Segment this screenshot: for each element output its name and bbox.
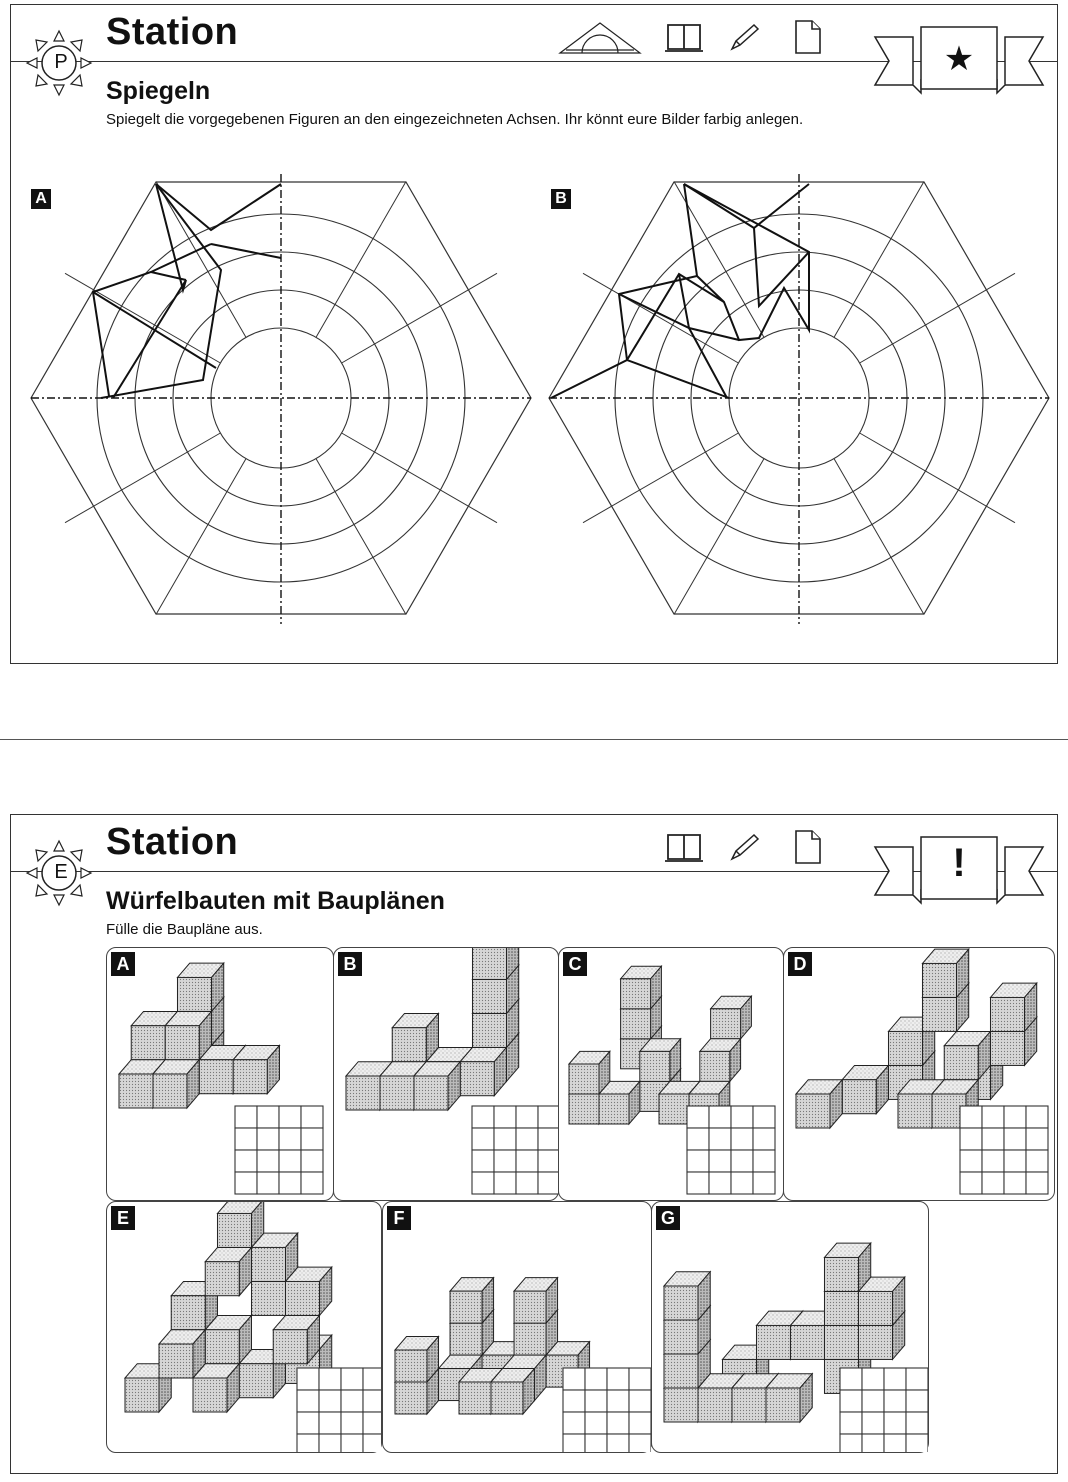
plan-cell: [862, 1368, 884, 1390]
plan-cell: [629, 1434, 651, 1452]
plan-cell: [709, 1106, 731, 1128]
station-card-spiegeln: [10, 4, 1058, 664]
plan-cell: [235, 1106, 257, 1128]
cube: [153, 1060, 199, 1108]
figure-line: [101, 184, 221, 398]
plan-cell: [301, 1128, 323, 1150]
plan-cell: [1004, 1128, 1026, 1150]
plan-cell: [297, 1412, 319, 1434]
grid-spoke: [316, 181, 406, 337]
cube: [491, 1369, 535, 1414]
station-title: Station: [106, 11, 239, 53]
plan-cell: [538, 1106, 558, 1128]
building-plan-grid: [687, 1106, 775, 1194]
plan-cell: [494, 1128, 516, 1150]
plan-cell: [731, 1128, 753, 1150]
plan-cell: [709, 1150, 731, 1172]
plan-cell: [319, 1368, 341, 1390]
plan-cell: [840, 1412, 862, 1434]
plan-cell: [687, 1150, 709, 1172]
cube: [165, 1011, 211, 1059]
book-icon: [665, 835, 703, 861]
panel-label-d: D: [788, 952, 812, 976]
building-plan-grid: [960, 1106, 1048, 1194]
cube: [700, 1039, 741, 1082]
plan-cell: [687, 1128, 709, 1150]
figure-line: [113, 184, 186, 398]
cube: [193, 1364, 239, 1412]
plan-cell: [472, 1172, 494, 1194]
plan-cell: [1004, 1172, 1026, 1194]
grid-spoke: [583, 273, 738, 363]
cube: [392, 1013, 438, 1061]
plan-cell: [235, 1172, 257, 1194]
grid-spoke: [674, 459, 764, 615]
plan-cell: [297, 1434, 319, 1452]
plan-cell: [1004, 1150, 1026, 1172]
plan-cell: [279, 1150, 301, 1172]
building-plan-grid: [297, 1368, 381, 1452]
cube: [205, 1247, 251, 1295]
plan-cell: [982, 1106, 1004, 1128]
plan-cell: [906, 1412, 928, 1434]
cube: [824, 1243, 870, 1291]
plan-cell: [363, 1368, 381, 1390]
cube: [233, 1045, 279, 1093]
cube: [514, 1278, 558, 1323]
star-icon: ★: [943, 40, 975, 78]
page-icon: [796, 21, 820, 53]
plan-cell: [341, 1390, 363, 1412]
plan-cell: [257, 1106, 279, 1128]
plan-cell: [319, 1434, 341, 1452]
plan-cell: [960, 1172, 982, 1194]
cube: [251, 1233, 297, 1281]
plan-cell: [960, 1128, 982, 1150]
grid-spoke: [65, 433, 220, 523]
plan-cell: [753, 1106, 775, 1128]
plan-cell: [687, 1172, 709, 1194]
task-instruction: Fülle die Baupläne aus.: [106, 921, 263, 938]
plan-cell: [982, 1128, 1004, 1150]
plan-cell: [563, 1434, 585, 1452]
plan-cell: [607, 1368, 629, 1390]
plan-cell: [884, 1412, 906, 1434]
building-plan-grid: [840, 1368, 928, 1452]
plan-cell: [563, 1390, 585, 1412]
cube: [621, 966, 662, 1009]
plan-cell: [731, 1106, 753, 1128]
plan-cell: [257, 1128, 279, 1150]
station-card-wuerfelbauten: [10, 814, 1058, 1474]
plan-cell: [279, 1106, 301, 1128]
cube: [450, 1278, 494, 1323]
plan-cell: [235, 1150, 257, 1172]
cube-panel-g: [651, 1201, 929, 1453]
task-title: Würfelbauten mit Bauplänen: [106, 887, 445, 915]
plan-cell: [884, 1368, 906, 1390]
panel-label-f: F: [387, 1206, 411, 1230]
cube: [177, 963, 223, 1011]
plan-cell: [297, 1390, 319, 1412]
plan-cell: [862, 1412, 884, 1434]
plan-cell: [1026, 1150, 1048, 1172]
plan-cell: [687, 1106, 709, 1128]
cube-building-g: [652, 1202, 928, 1452]
plan-cell: [960, 1106, 982, 1128]
plan-cell: [516, 1172, 538, 1194]
cube: [640, 1039, 681, 1082]
plan-cell: [341, 1412, 363, 1434]
plan-cell: [538, 1172, 558, 1194]
cube: [858, 1277, 904, 1325]
plan-cell: [709, 1172, 731, 1194]
grid-spoke: [834, 181, 924, 337]
plan-cell: [301, 1172, 323, 1194]
plan-cell: [516, 1150, 538, 1172]
plan-cell: [341, 1434, 363, 1452]
plan-cell: [257, 1172, 279, 1194]
figure-line: [151, 272, 186, 280]
plan-cell: [982, 1150, 1004, 1172]
plan-cell: [607, 1412, 629, 1434]
cube-building-a: [107, 948, 333, 1200]
cube: [159, 1330, 205, 1378]
page-icon: [796, 831, 820, 863]
header-icons: [556, 19, 846, 55]
cube: [285, 1267, 331, 1315]
building-plan-grid: [563, 1368, 651, 1452]
plan-cell: [629, 1412, 651, 1434]
plan-cell: [585, 1412, 607, 1434]
plan-cell: [538, 1150, 558, 1172]
grid-spoke: [156, 459, 246, 615]
building-plan-grid: [472, 1106, 558, 1194]
grid-spoke: [316, 459, 406, 615]
cube: [990, 983, 1036, 1031]
panel-label-g: G: [656, 1206, 680, 1230]
plan-cell: [607, 1434, 629, 1452]
cube-panel-c: [558, 947, 784, 1201]
task-instruction: Spiegelt die vorgegebenen Figuren an den eingezeichneten Achsen. Ihr könnt eure Bilder farbig anlegen.: [106, 111, 804, 128]
grid-spoke: [342, 273, 497, 363]
plan-cell: [516, 1128, 538, 1150]
plan-cell: [753, 1172, 775, 1194]
plan-cell: [301, 1150, 323, 1172]
plan-cell: [585, 1368, 607, 1390]
panel-label-b: B: [338, 952, 362, 976]
plan-cell: [494, 1106, 516, 1128]
figure-label-a: A: [31, 189, 51, 209]
hexagon-figure-b: [539, 170, 1059, 630]
cube: [414, 1062, 460, 1110]
grid-spoke: [860, 273, 1015, 363]
cube: [460, 1047, 506, 1095]
grid-spoke: [156, 181, 246, 337]
plan-cell: [731, 1172, 753, 1194]
plan-cell: [585, 1390, 607, 1412]
task-title: Spiegeln: [106, 77, 211, 105]
plan-cell: [563, 1368, 585, 1390]
plan-cell: [363, 1434, 381, 1452]
cube-building-d: [784, 948, 1054, 1200]
book-icon: [665, 25, 703, 51]
cube: [796, 1080, 842, 1128]
plan-cell: [884, 1390, 906, 1412]
figure-line: [551, 184, 697, 398]
cube-building-c: [559, 948, 783, 1200]
cube-panel-e: [106, 1201, 382, 1453]
station-letter: E: [54, 861, 68, 883]
plan-cell: [235, 1128, 257, 1150]
pencil-icon: [732, 25, 758, 49]
cube-building-e: [107, 1202, 381, 1452]
plan-cell: [341, 1368, 363, 1390]
cube: [922, 949, 968, 997]
grid-spoke: [860, 433, 1015, 523]
cube-building-b: [334, 948, 558, 1200]
plan-cell: [840, 1434, 862, 1452]
plan-cell: [472, 1106, 494, 1128]
plan-cell: [906, 1368, 928, 1390]
grid-spoke: [834, 459, 924, 615]
plan-cell: [257, 1150, 279, 1172]
plan-cell: [1026, 1172, 1048, 1194]
plan-cell: [862, 1434, 884, 1452]
cube: [273, 1315, 319, 1363]
plan-cell: [1004, 1106, 1026, 1128]
plan-cell: [494, 1150, 516, 1172]
plan-cell: [363, 1412, 381, 1434]
plan-cell: [301, 1106, 323, 1128]
cube: [944, 1031, 990, 1079]
cube-panel-f: [382, 1201, 652, 1453]
station-letter: P: [54, 51, 68, 73]
plan-cell: [840, 1368, 862, 1390]
pencil-icon: [732, 835, 758, 859]
cube: [842, 1065, 888, 1113]
plan-cell: [472, 1128, 494, 1150]
plan-cell: [1026, 1128, 1048, 1150]
plan-cell: [494, 1172, 516, 1194]
grid-spoke: [342, 433, 497, 523]
plan-cell: [279, 1172, 301, 1194]
header-icons: [651, 829, 851, 865]
hexagon-figure-a: [21, 170, 541, 630]
plan-cell: [753, 1150, 775, 1172]
plan-cell: [363, 1390, 381, 1412]
plan-cell: [279, 1128, 301, 1150]
figure-label-b: B: [551, 189, 571, 209]
cube: [395, 1337, 439, 1382]
plan-cell: [906, 1434, 928, 1452]
plan-cell: [585, 1434, 607, 1452]
plan-cell: [982, 1172, 1004, 1194]
panel-label-c: C: [563, 952, 587, 976]
cube-panel-d: [783, 947, 1055, 1201]
cut-line: [0, 739, 1068, 740]
plan-cell: [862, 1390, 884, 1412]
panel-label-a: A: [111, 952, 135, 976]
cube: [766, 1374, 812, 1422]
plan-cell: [297, 1368, 319, 1390]
figure-line: [156, 184, 281, 230]
cube: [205, 1315, 251, 1363]
exclamation-icon: !: [952, 841, 966, 885]
plan-cell: [516, 1106, 538, 1128]
cube-panel-a: [106, 947, 334, 1201]
grid-spoke: [583, 433, 738, 523]
cube: [711, 996, 752, 1039]
plan-cell: [731, 1150, 753, 1172]
plan-cell: [607, 1390, 629, 1412]
plan-cell: [472, 1150, 494, 1172]
plan-cell: [840, 1390, 862, 1412]
cube: [599, 1081, 640, 1124]
plan-cell: [960, 1150, 982, 1172]
cube: [217, 1202, 263, 1247]
plan-cell: [538, 1128, 558, 1150]
plan-cell: [1026, 1106, 1048, 1128]
plan-cell: [629, 1390, 651, 1412]
cube: [569, 1051, 610, 1094]
set-square-icon: [560, 23, 640, 53]
panel-label-e: E: [111, 1206, 135, 1230]
station-title: Station: [106, 821, 239, 863]
cube-building-f: [383, 1202, 651, 1452]
plan-cell: [884, 1434, 906, 1452]
plan-cell: [629, 1368, 651, 1390]
plan-cell: [563, 1412, 585, 1434]
cube-panel-b: [333, 947, 559, 1201]
plan-cell: [709, 1128, 731, 1150]
cube: [664, 1272, 710, 1320]
plan-cell: [319, 1390, 341, 1412]
plan-cell: [906, 1390, 928, 1412]
building-plan-grid: [235, 1106, 323, 1194]
plan-cell: [319, 1412, 341, 1434]
plan-cell: [753, 1128, 775, 1150]
